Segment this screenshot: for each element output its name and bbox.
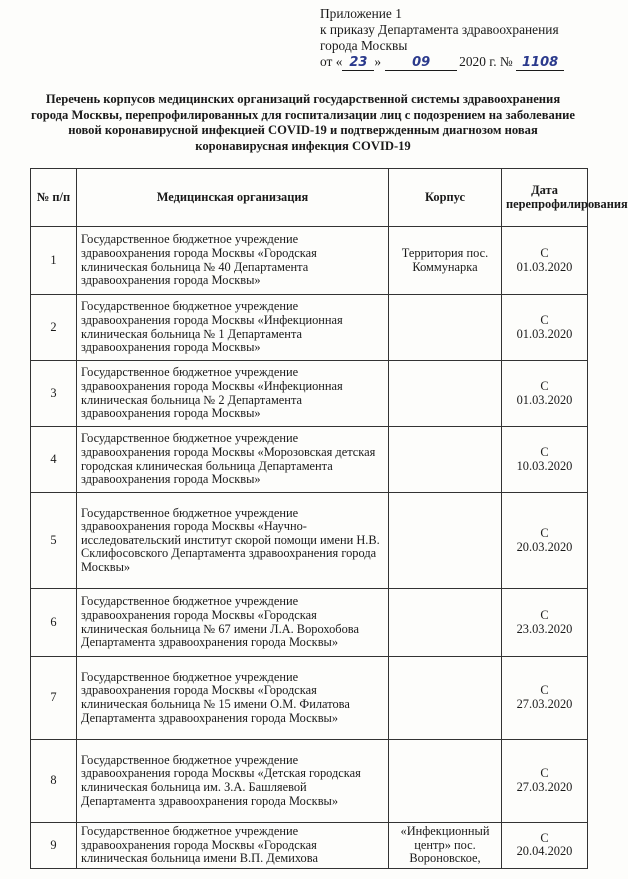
date-value: 27.03.2020 [516, 780, 573, 794]
document-title: Перечень корпусов медицинских организаций государственной системы здравоохранения города Москвы, перепрофилированных для госпитализации лиц с подозрением на заболевание новой коронавирусной инфекцией COVID-19 и подтвержденным диагнозом новая коронавирусная инфекция COVID-19 [31, 92, 575, 153]
row-number: 3 [31, 361, 77, 427]
appendix-line-3: города Москвы [320, 38, 408, 53]
row-number: 8 [31, 740, 77, 823]
building-name: «Инфекционный центр» пос. Вороновское, [389, 823, 502, 869]
date-year: 2020 г. № [459, 54, 513, 69]
appendix-line-2: к приказу Департамента здравоохранения [320, 22, 559, 37]
date-prefix: от « [320, 54, 343, 69]
row-number: 9 [31, 823, 77, 869]
table-body [31, 227, 588, 869]
repurpose-date [502, 589, 588, 657]
table-row [31, 740, 588, 823]
date-prefix-c: С [540, 525, 549, 540]
building-name: Территория пос. Коммунарка [389, 227, 502, 295]
header-organization: Медицинская организация [77, 169, 389, 227]
row-number: 7 [31, 657, 77, 740]
date-value: 23.03.2020 [516, 621, 573, 636]
organization-name: Государственное бюджетное учреждение здравоохранения города Москвы «Городская клиническая больница № 40 Департамента здравоохранения города Москвы» [77, 227, 389, 295]
row-number: 6 [31, 589, 77, 657]
date-value: 27.03.2020 [516, 697, 573, 711]
organization-name: Государственное бюджетное учреждение здравоохранения города Москвы «Морозовская детская городская клиническая больница Департамента здравоохранения города Москвы» [77, 427, 389, 493]
date-value: 01.03.2020 [516, 392, 573, 407]
table-row [31, 493, 588, 589]
organization-name: Государственное бюджетное учреждение здравоохранения города Москвы «Городская клиническая больница имени В.П. Демихова [77, 823, 389, 869]
repurpose-date [502, 493, 588, 589]
date-value: 01.03.2020 [516, 326, 573, 341]
table-row [31, 361, 588, 427]
handwritten-month: 09 [385, 56, 457, 71]
date-value: 01.03.2020 [516, 259, 573, 274]
repurpose-date [502, 227, 588, 295]
repurpose-date [502, 823, 588, 869]
row-number: 5 [31, 493, 77, 589]
building-name [389, 493, 502, 589]
table-header-row [31, 169, 588, 227]
handwritten-day: 23 [342, 56, 374, 71]
order-date-line [320, 54, 564, 71]
table-row [31, 589, 588, 657]
date-value: 20.03.2020 [516, 539, 573, 554]
date-prefix-c: С [540, 766, 549, 781]
header-date: Дата перепрофилирования [502, 169, 588, 227]
date-prefix-c: С [540, 830, 549, 845]
date-prefix-c: С [540, 607, 549, 622]
table-row [31, 823, 588, 869]
repurpose-date [502, 657, 588, 740]
handwritten-order-number: 1108 [516, 56, 564, 71]
building-name [389, 295, 502, 361]
building-name [389, 361, 502, 427]
date-prefix-c: С [540, 245, 549, 260]
repurpose-date [502, 740, 588, 823]
header-number: № п/п [31, 169, 77, 227]
date-prefix-c: С [540, 683, 549, 698]
building-name [389, 589, 502, 657]
header-building: Корпус [389, 169, 502, 227]
table-row [31, 295, 588, 361]
table-row [31, 227, 588, 295]
date-value: 20.04.2020 [516, 844, 573, 859]
repurpose-date [502, 295, 588, 361]
date-day-close: » [374, 54, 382, 69]
table-row [31, 427, 588, 493]
building-name [389, 427, 502, 493]
repurpose-date [502, 427, 588, 493]
organization-name: Государственное бюджетное учреждение здравоохранения города Москвы «Городская клиническая больница № 67 имени Л.А. Ворохобова Департамента здравоохранения города Москвы» [77, 589, 389, 657]
repurpose-date [502, 361, 588, 427]
organization-name: Государственное бюджетное учреждение здравоохранения города Москвы «Городская клиническая больница № 15 имени О.М. Филатова Департамента здравоохранения города Москвы» [77, 657, 389, 740]
date-prefix-c: С [540, 378, 549, 393]
building-name [389, 740, 502, 823]
organization-name: Государственное бюджетное учреждение здравоохранения города Москвы «Инфекционная клиническая больница № 1 Департамента здравоохранения города Москвы» [77, 295, 389, 361]
date-value: 10.03.2020 [516, 458, 573, 473]
organization-name: Государственное бюджетное учреждение здравоохранения города Москвы «Научно-исследовательский институт скорой помощи имени Н.В. Склифосовского Департамента здравоохранения города Москвы» [77, 493, 389, 589]
organization-name: Государственное бюджетное учреждение здравоохранения города Москвы «Детская городская клиническая больница им. З.А. Башляевой Департамента здравоохранения города Москвы» [77, 740, 389, 823]
row-number: 4 [31, 427, 77, 493]
appendix-header [320, 6, 564, 71]
date-prefix-c: С [540, 444, 549, 459]
building-name [389, 657, 502, 740]
date-prefix-c: С [540, 312, 549, 327]
organization-name: Государственное бюджетное учреждение здравоохранения города Москвы «Инфекционная клиническая больница № 2 Департамента здравоохранения города Москвы» [77, 361, 389, 427]
row-number: 1 [31, 227, 77, 295]
appendix-line-1: Приложение 1 [320, 6, 402, 21]
table-row [31, 657, 588, 740]
row-number: 2 [31, 295, 77, 361]
hospitals-table [30, 168, 628, 869]
